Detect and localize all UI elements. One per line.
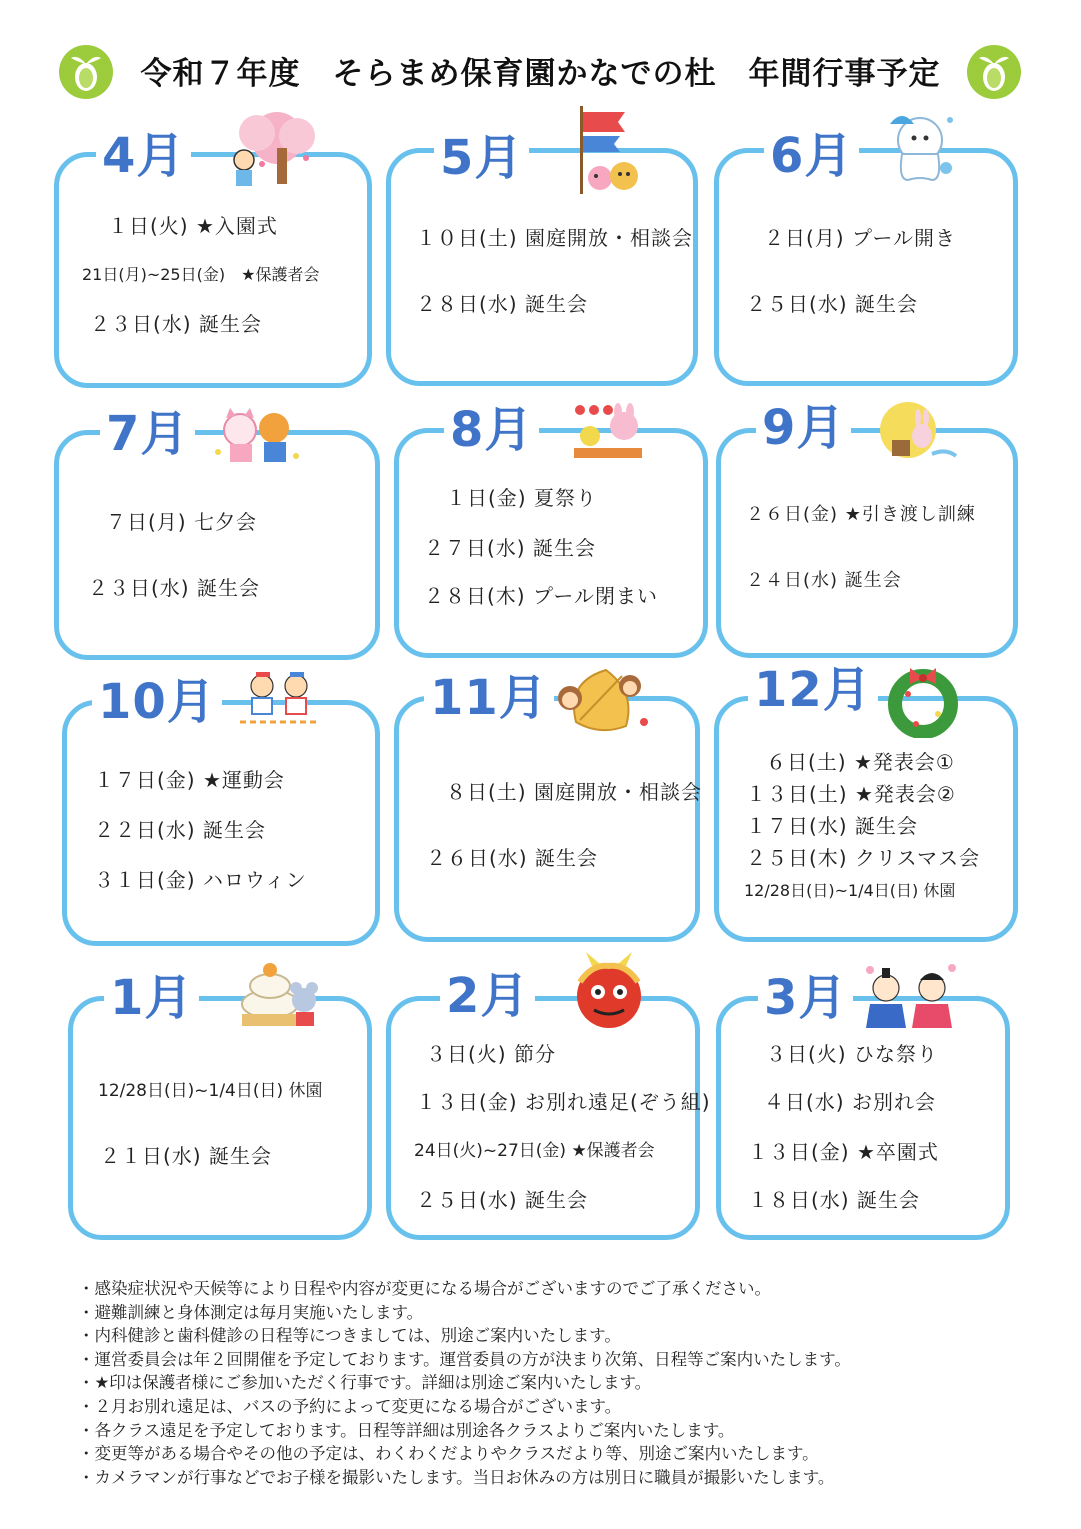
note-item: ・２月お別れ遠足は、バスの予約によって変更になる場合がございます。 <box>78 1396 622 1416</box>
cherry-blossom-children-icon <box>222 108 320 188</box>
note-item: ・カメラマンが行事などでお子様を撮影いたします。当日お休みの方は別日に職員が撮影いたします。 <box>78 1467 835 1487</box>
month-label-june: 6月 <box>764 130 859 182</box>
autumn-leaves-acorns-icon <box>556 662 650 734</box>
month-box-june <box>714 148 1018 386</box>
event-october-3: ３１日(金) ハロウィン <box>94 868 307 892</box>
moon-rabbit-icon <box>876 400 958 462</box>
note-item: ・内科健診と歯科健診の日程等につきましては、別途ご案内いたします。 <box>78 1326 621 1346</box>
month-box-january <box>68 996 372 1240</box>
event-july-2: ２３日(水) 誕生会 <box>88 576 260 600</box>
month-label-march: 3月 <box>758 972 853 1024</box>
month-label-july: 7月 <box>100 408 195 460</box>
event-february-1: ３日(火) 節分 <box>426 1042 556 1066</box>
event-august-2: ２７日(水) 誕生会 <box>424 536 596 560</box>
note-item: ・感染症状況や天候等により日程や内容が変更になる場合がございますのでご了承ください。 <box>78 1279 771 1298</box>
tanabata-animals-icon <box>212 402 302 466</box>
event-september-1: ２６日(金) ★引き渡し訓練 <box>746 504 976 525</box>
event-february-3: 24日(火)~27日(金) ★保護者会 <box>414 1141 655 1161</box>
event-february-4: ２５日(水) 誕生会 <box>416 1188 588 1212</box>
event-october-1: １７日(金) ★運動会 <box>94 768 285 792</box>
note-item: ・★印は保護者様にご参加いただく行事です。詳細は別途ご案内いたします。 <box>78 1373 652 1393</box>
month-label-september: 9月 <box>756 402 851 454</box>
event-december-1: ６日(土) ★発表会① <box>766 750 955 774</box>
note-item: ・避難訓練と身体測定は毎月実施いたします。 <box>78 1302 424 1322</box>
event-november-1: ８日(土) 園庭開放・相談会 <box>446 780 702 804</box>
event-may-1: １０日(土) 園庭開放・相談会 <box>416 226 693 250</box>
sports-day-children-icon <box>240 668 320 730</box>
koinobori-bears-icon <box>570 102 644 198</box>
event-october-2: ２２日(水) 誕生会 <box>94 818 266 842</box>
red-oni-setsubun-icon <box>562 952 656 1030</box>
event-december-4: ２５日(木) クリスマス会 <box>746 846 981 870</box>
event-may-2: ２８日(水) 誕生会 <box>416 292 588 316</box>
month-label-february: 2月 <box>440 970 535 1022</box>
event-november-2: ２６日(水) 誕生会 <box>426 846 598 870</box>
event-december-5: 12/28日(日)~1/4日(日) 休園 <box>744 881 956 900</box>
event-december-2: １３日(土) ★発表会② <box>746 782 956 806</box>
summer-festival-icon <box>570 402 646 460</box>
month-label-december: 12月 <box>748 664 878 716</box>
note-item: ・運営委員会は年２回開催を予定しております。運営委員の方が決まり次第、日程等ご案内いたします。 <box>78 1349 851 1369</box>
month-label-august: 8月 <box>444 404 539 456</box>
event-april-2: 21日(月)~25日(金) ★保護者会 <box>82 265 320 284</box>
event-march-4: １８日(水) 誕生会 <box>748 1188 920 1212</box>
event-march-3: １３日(金) ★卒園式 <box>748 1140 939 1164</box>
event-june-1: ２日(月) プール開き <box>764 226 956 250</box>
note-item: ・各クラス遠足を予定しております。日程等詳細は別途各クラスよりご案内いたします。 <box>78 1420 735 1440</box>
teru-teru-bozu-icon <box>884 106 958 186</box>
event-february-2: １３日(金) お別れ遠足(ぞう組) <box>416 1090 711 1114</box>
event-december-3: １７日(水) 誕生会 <box>746 814 918 838</box>
month-box-november <box>394 696 700 942</box>
event-june-2: ２５日(水) 誕生会 <box>746 292 918 316</box>
note-item: ・変更等がある場合やその他の予定は、わくわくだよりやクラスだより等、別途ご案内いたします。 <box>78 1444 819 1464</box>
event-march-2: ４日(水) お別れ会 <box>764 1090 936 1114</box>
event-august-3: ２８日(木) プール閉まい <box>424 584 658 608</box>
event-july-1: ７日(月) 七夕会 <box>106 510 257 534</box>
event-january-2: ２１日(水) 誕生会 <box>100 1144 272 1168</box>
christmas-wreath-icon <box>886 664 960 738</box>
kagami-mochi-mouse-icon <box>232 954 324 1032</box>
event-april-1: １日(火) ★入園式 <box>108 214 278 238</box>
event-august-1: １日(金) 夏祭り <box>446 486 597 510</box>
month-label-january: 1月 <box>104 972 199 1024</box>
month-label-april: 4月 <box>96 130 191 182</box>
month-label-november: 11月 <box>424 672 554 724</box>
event-march-1: ３日(火) ひな祭り <box>766 1042 938 1066</box>
hina-dolls-icon <box>862 960 958 1032</box>
page-title: 令和７年度 そらまめ保育園かなでの杜 年間行事予定 <box>140 56 941 92</box>
month-box-may <box>386 148 698 386</box>
event-january-1: 12/28日(日)~1/4日(日) 休園 <box>98 1081 323 1101</box>
month-label-may: 5月 <box>434 132 529 184</box>
event-september-2: ２４日(水) 誕生会 <box>746 570 902 591</box>
month-box-september <box>716 428 1018 658</box>
month-label-october: 10月 <box>92 676 222 728</box>
event-april-3: ２３日(水) 誕生会 <box>90 312 262 336</box>
notes-list <box>78 1277 1038 1489</box>
